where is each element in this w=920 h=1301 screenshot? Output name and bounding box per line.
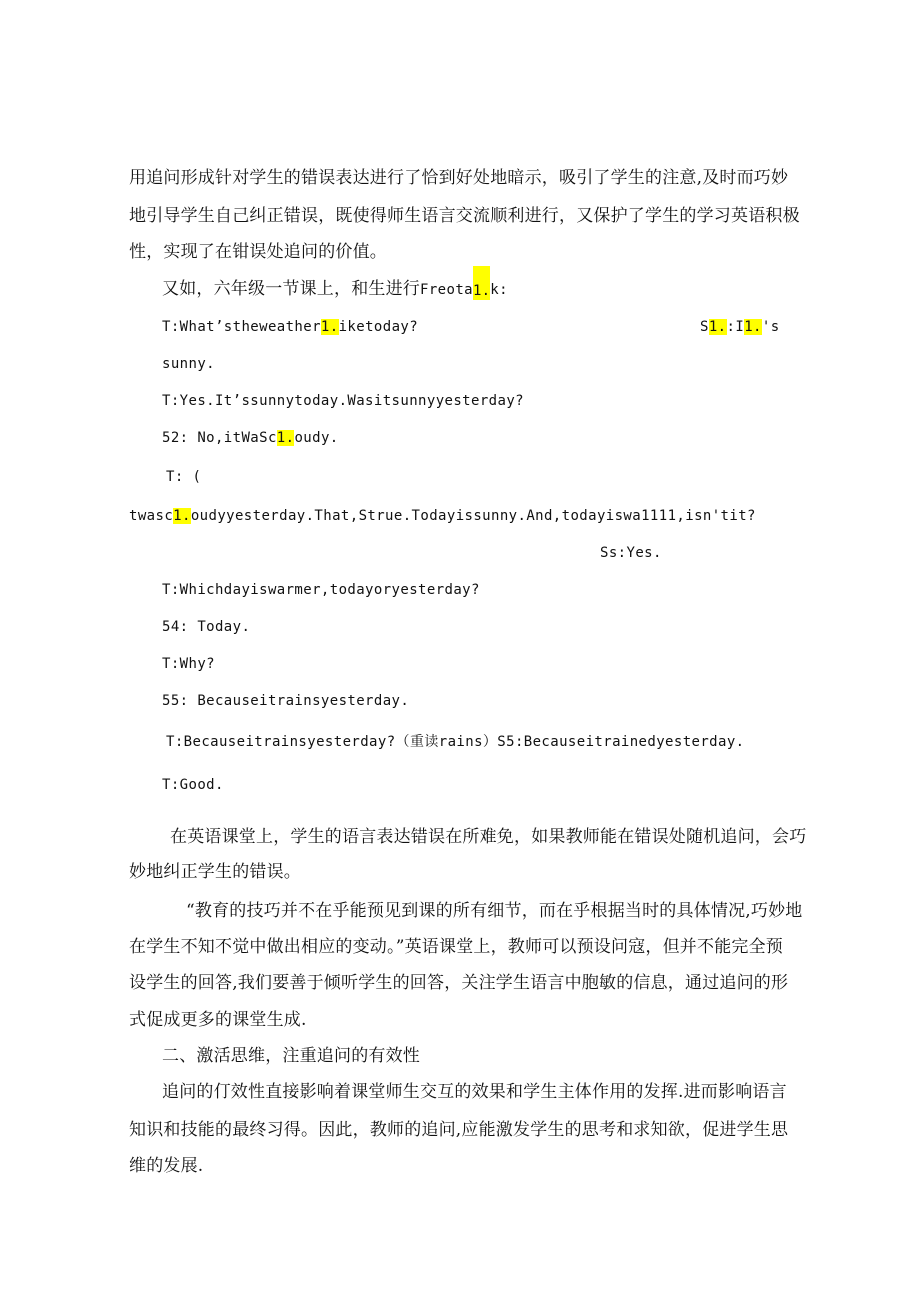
example-intro-mono-end: k: <box>490 282 508 298</box>
section-heading: 二、激活思维，注重追问的有效性 <box>162 1046 420 1066</box>
dialogue-line-11: 55: Becauseitrainsyesterday. <box>162 693 410 709</box>
para3-line-4: 式促成更多的课堂生成. <box>129 1010 307 1030</box>
para3-line-2: 在学生不知不觉中做出相应的变动。”英语课堂上，教师可以预设问寇，但并不能完全预 <box>129 937 783 957</box>
dialogue-line-1 <box>162 318 418 336</box>
dialogue-text: iketoday? <box>338 319 419 335</box>
highlight-mark: 1. <box>320 319 339 335</box>
dialogue-line-10: T:Why? <box>162 656 215 672</box>
example-intro-mono: Freota <box>420 282 473 298</box>
dialogue-text: S <box>700 319 709 335</box>
dialogue-text: rains）S5:Becauseitrainedyesterday. <box>438 734 745 750</box>
dialogue-text: oudy. <box>294 430 339 446</box>
dialogue-text: oudyyesterday.That,Strue.Todayissunny.And,todayiswa1111,isn'tit? <box>190 508 756 524</box>
highlight-mark: 1. <box>744 319 762 335</box>
dialogue-line-8: T:Whichdayiswarmer,todayoryesterday? <box>162 582 480 598</box>
highlight-mark: 1. <box>276 430 295 446</box>
section2-line-2: 知识和技能的最终习得。因此，教师的追问,应能激发学生的思考和求知欲，促进学生思 <box>129 1120 789 1140</box>
dialogue-text: 's <box>761 319 780 335</box>
dialogue-text: T:Becauseitrainsyesterday?（重读 <box>166 734 439 750</box>
para3-line-3: 设学生的回答,我们要善于倾听学生的回答，关注学生语言中胞敏的信息，通过追问的形 <box>129 973 789 993</box>
dialogue-line-1-response <box>700 318 780 336</box>
intro-line-2: 地引导学生自己纠正错误，既使得师生语言交流顺利进行，又保护了学生的学习英语积极 <box>129 206 800 226</box>
dialogue-text: T:What’stheweather <box>162 319 321 335</box>
dialogue-line-4 <box>162 429 339 447</box>
dialogue-line-13: T:Good. <box>162 777 224 793</box>
para3-line-1: “教育的技巧并不在乎能预见到课的所有细节，而在乎根据当时的具体情况,巧妙地 <box>186 901 803 921</box>
dialogue-line-3: T:Yes.It’ssunnytoday.Wasitsunnyyesterday? <box>162 393 524 409</box>
highlight-mark: 1. <box>473 266 490 300</box>
highlight-mark: 1. <box>708 319 727 335</box>
para2-line-2: 妙地纠正学生的错误。 <box>129 862 301 882</box>
dialogue-line-9: 54: Today. <box>162 619 251 635</box>
dialogue-line-7: Ss:Yes. <box>600 545 662 561</box>
intro-line-1: 用追问形成针对学生的错误表达进行了恰到好处地暗示，吸引了学生的注意,及时而巧妙 <box>129 168 789 188</box>
dialogue-line-12 <box>166 733 745 751</box>
dialogue-line-5: T: ( <box>166 469 202 485</box>
example-intro <box>162 279 508 300</box>
example-intro-text: 又如，六年级一节课上，和生进行 <box>162 279 420 299</box>
para2-line-1: 在英语课堂上，学生的语言表达错误在所难免，如果教师能在错误处随机追问，会巧 <box>170 827 807 847</box>
dialogue-line-2: sunny. <box>162 356 215 372</box>
highlight-mark: 1. <box>173 508 191 524</box>
dialogue-text: 52: No,itWaSc <box>162 430 277 446</box>
intro-line-3: 性，实现了在钳误处追问的价值。 <box>129 242 387 262</box>
section2-line-1: 追问的仃效性直接影响着课堂师生交互的效果和学生主体作用的发挥.进而影响语言 <box>162 1082 787 1102</box>
dialogue-line-6 <box>129 507 756 525</box>
dialogue-text: :I <box>726 319 745 335</box>
dialogue-text: twasc <box>129 508 174 524</box>
section2-line-3: 维的发展. <box>129 1156 204 1176</box>
